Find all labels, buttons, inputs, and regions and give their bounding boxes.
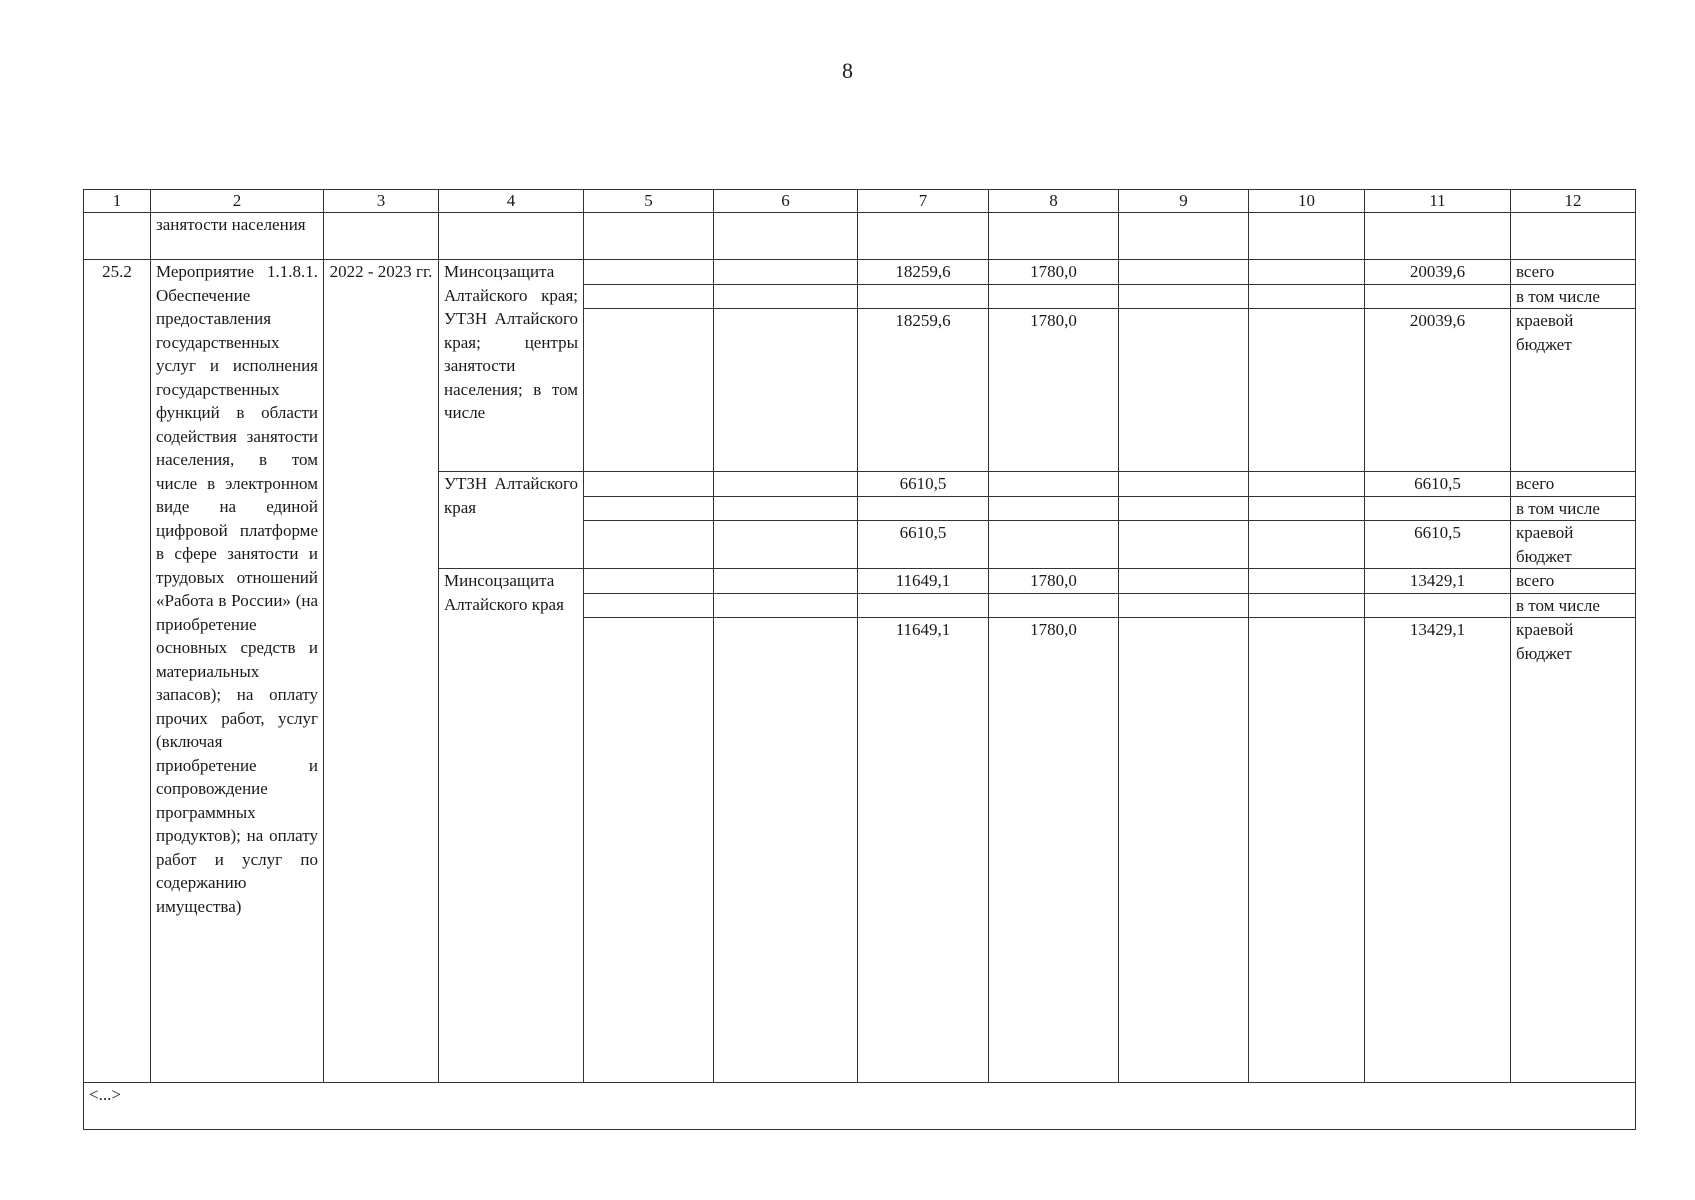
- executor-3: Минсоцзащита Алтайского края: [439, 569, 584, 1083]
- value-c8: 1780,0: [989, 260, 1119, 285]
- value-c8: [989, 496, 1119, 521]
- continuation-row: [84, 213, 1636, 260]
- col-header-11: 11: [1365, 190, 1511, 213]
- value-c7: [858, 593, 989, 618]
- ellipsis-row: [84, 1083, 1636, 1130]
- col-header-2: 2: [151, 190, 324, 213]
- budget-label: в том числе: [1511, 496, 1636, 521]
- col-header-12: 12: [1511, 190, 1636, 213]
- col-header-1: 1: [84, 190, 151, 213]
- program-table: [83, 189, 1636, 1130]
- budget-label: всего: [1511, 260, 1636, 285]
- value-c7: [858, 284, 989, 309]
- value-c7: 6610,5: [858, 521, 989, 569]
- value-c7: 11649,1: [858, 569, 989, 594]
- col-header-7: 7: [858, 190, 989, 213]
- value-c8: [989, 472, 1119, 497]
- value-c8: 1780,0: [989, 618, 1119, 1083]
- budget-label: краевой бюджет: [1511, 618, 1636, 1083]
- col-header-4: 4: [439, 190, 584, 213]
- value-c8: [989, 521, 1119, 569]
- value-c7: 6610,5: [858, 472, 989, 497]
- budget-label: краевой бюджет: [1511, 521, 1636, 569]
- column-number-row: [84, 190, 1636, 213]
- value-c7: 18259,6: [858, 260, 989, 285]
- value-c11: 20039,6: [1365, 309, 1511, 472]
- value-c11: 6610,5: [1365, 521, 1511, 569]
- value-c8: [989, 284, 1119, 309]
- value-c7: 18259,6: [858, 309, 989, 472]
- budget-label: в том числе: [1511, 284, 1636, 309]
- budget-label: в том числе: [1511, 593, 1636, 618]
- value-c11: [1365, 496, 1511, 521]
- value-c11: [1365, 593, 1511, 618]
- budget-label: всего: [1511, 569, 1636, 594]
- value-c7: 11649,1: [858, 618, 989, 1083]
- col-header-8: 8: [989, 190, 1119, 213]
- col-header-5: 5: [584, 190, 714, 213]
- item-period: 2022 - 2023 гг.: [324, 260, 439, 1083]
- col-header-10: 10: [1249, 190, 1365, 213]
- budget-label: краевой бюджет: [1511, 309, 1636, 472]
- table-row: [84, 260, 1636, 285]
- page-number: 8: [842, 58, 853, 83]
- col-header-9: 9: [1119, 190, 1249, 213]
- executor-2: УТЗН Алтайского края: [439, 472, 584, 569]
- value-c8: [989, 593, 1119, 618]
- budget-label: всего: [1511, 472, 1636, 497]
- value-c11: 6610,5: [1365, 472, 1511, 497]
- value-c11: 20039,6: [1365, 260, 1511, 285]
- item-description: Мероприятие 1.1.8.1. Обеспечение предоставления государственных услуг и исполнения государственных функций в области содействия занятости населения, в том числе в электронном виде на единой цифровой платформе в сфере занятости и трудовых отношений «Работа в России» (на приобретение основных средств и материальных запасов); на оплату прочих работ, услуг (включая приобретение и сопровождение программных продуктов); на оплату работ и услуг по содержанию имущества): [151, 260, 324, 1083]
- col-header-6: 6: [714, 190, 858, 213]
- item-number: 25.2: [84, 260, 151, 1083]
- ellipsis-text: <...>: [84, 1083, 1636, 1130]
- value-c11: 13429,1: [1365, 618, 1511, 1083]
- value-c7: [858, 496, 989, 521]
- col-header-3: 3: [324, 190, 439, 213]
- value-c8: 1780,0: [989, 569, 1119, 594]
- executor-1: Минсоцзащита Алтайского края; УТЗН Алтайского края; центры занятости населения; в том числе: [439, 260, 584, 472]
- continuation-text: занятости населения: [151, 213, 324, 260]
- value-c8: 1780,0: [989, 309, 1119, 472]
- value-c11: 13429,1: [1365, 569, 1511, 594]
- value-c11: [1365, 284, 1511, 309]
